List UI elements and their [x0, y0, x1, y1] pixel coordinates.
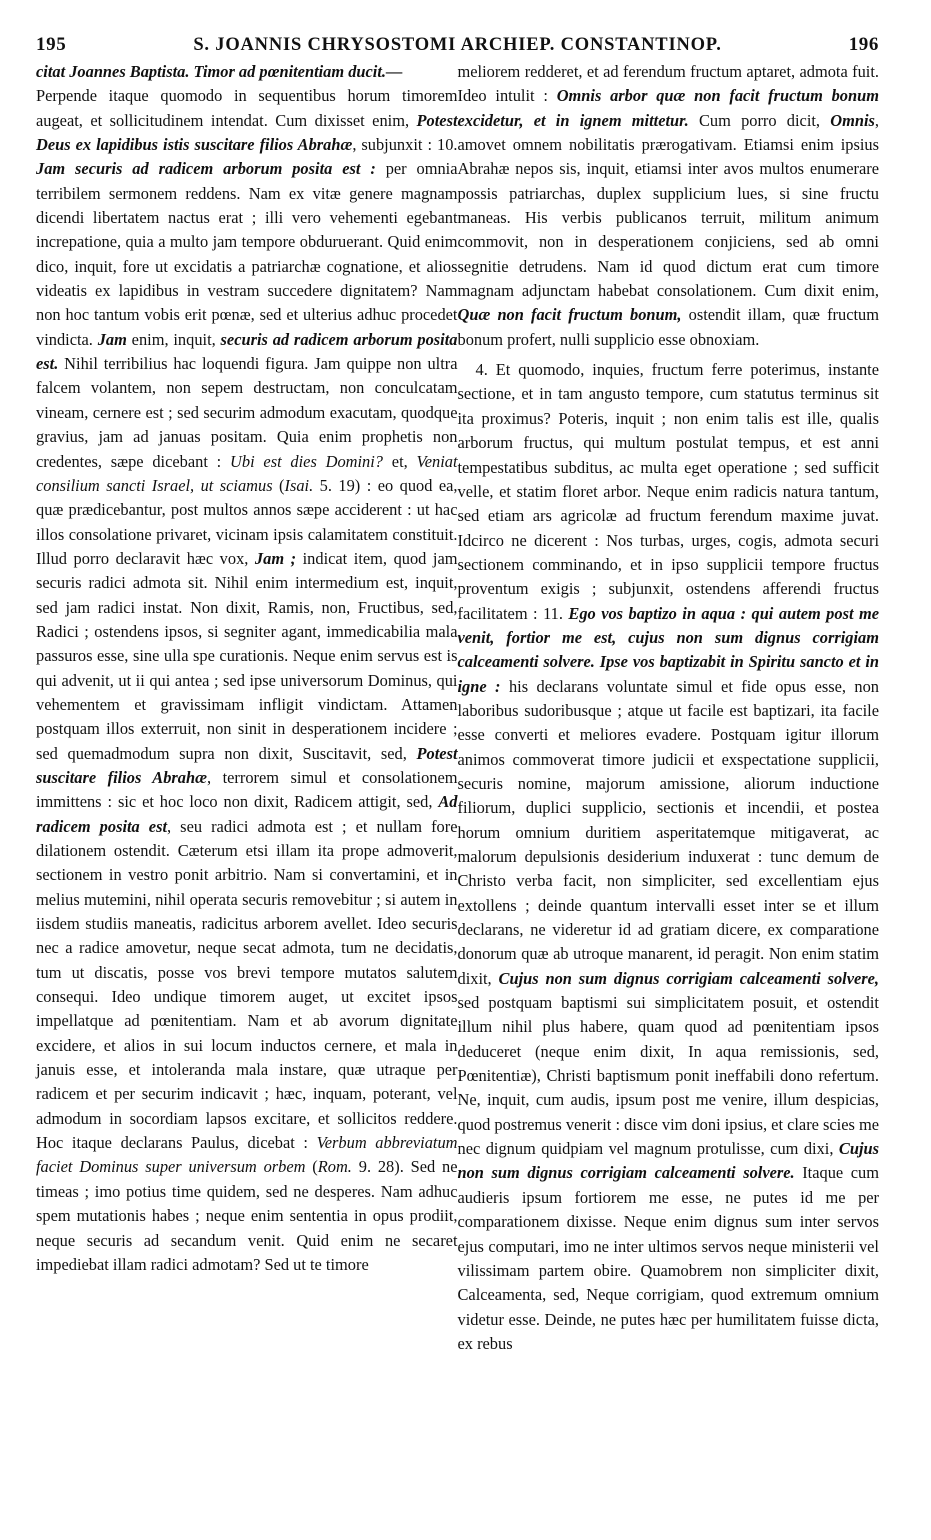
text-run: , amovet omnem nobilitatis prærogativam. Etiamsi enim ipsius Abrahæ nepos sis, inquit, etiamsi inter avos multos enumerare possis patriarchas, duplex supplicium lues, si sine fructu maneas. His verbis publicanos terruit, militum animum commovit, non in desperationem conjiciens, sed ab omni segnitie detrudens. Nam id quod dictum erat cum timore magnam adjunctam habebat consolationem. Cum dixit enim,	[457, 110, 879, 301]
running-title: S. JOANNIS CHRYSOSTOMI ARCHIEP. CONSTANTINOP.	[193, 35, 722, 55]
quote-run: Verbum abbreviatum faciet Dominus super universum orbem	[36, 1133, 458, 1177]
right-column	[458, 60, 880, 1356]
quote-run: Potest suscitare filios Abrahæ	[36, 743, 458, 787]
text-columns	[36, 60, 879, 1356]
page-number-left: 195	[36, 34, 67, 55]
text-run: Cum porro dicit,	[688, 110, 831, 130]
text-run: his declarans voluntate simul et fide opus esse, non laboribus sudoribusque ; atque ut facile est baptizari, ita facile esse converti et meliores evadere. Postquam igitur illorum animos commoverat timore judicii et exspectatione supplicii, securis nomine, majorum amissione, aliorum inductione filiorum, duplici supplicio, sectionis et incendii, et postea horum omnium duritiem asperitatemque mitigaverat, ac malorum depulsionis desiderium induxerat : tunc demum de Christo verba facit, non simpliciter, sed excellentiam ejus extollens ; deinde quantum intervalli esset inter se et illum declarans, ne videretur id ad gratiam dicere, ex comparatione donorum quæ ab utroque manarent, id peragit. Non enim statim dixit,	[457, 676, 880, 988]
text-run: indicat item, quod jam securis radici admota sit. Nihil enim intermedium est, inquit, sed jam radici instat. Non dixit, Ramis, non, Fructibus, sed, Radici ; ostendens ipsos, si segniter agant, immedicabilia mala passuros esse, sine ulla spe curationis. Neque enim servus est is qui advenit, ut ii qui antea ; sed ipse universorum Dominus, qui vehementem et gravissimam infligit vindictam. Attamen postquam illos exterruit, non sinit in desperationem incidere ; sed quemadmodum supra non dixit, Suscitavit, sed,	[36, 548, 458, 763]
text-run: 5. 19) : eo quod ea, quæ prædicebantur, post multos annos sæpe acciderent : ut hac illos consolatione privaret, vicinam ipsis calamitatem constituit. Illud porro declaravit hæc vox,	[36, 475, 458, 568]
quote-run: Jam ;	[254, 548, 297, 568]
text-run: meliorem redderet, et ad ferendum fructum aptaret, admota fuit. Ideo intulit :	[457, 62, 879, 106]
citation-run: Rom.	[317, 1157, 352, 1177]
citation-run: Isai.	[284, 475, 314, 495]
text-run: , seu radici admota est ; et nullam fore dilationem ostendit. Cæterum etsi illam ita prope admoverit, sectionem in vestro ponit arbitrio. Nam si convertamini, et in melius mutemini, nihil operata securis removebitur ; si autem in iisdem studiis maneatis, radicitus arborem avellet. Ideo securis nec a radice amovetur, neque secat admota, tum ne decidatis, tum ut discatis, posse vos brevi tempore mutatos salutem consequi. Ideo undique timorem auget, ut excitet ipsos impellatque ad pœnitentiam. Nam et ab avorum dignitate excidere, et alios in sui locum inductos cernere, et mala in januis esse, et intoleranda mala instare, quæ utraque per radicem et per securim indicavit ; hæc, inquam, poterant, vel admodum in socordiam lapsos excitare, et sollicitos reddere. Hoc itaque declarans Paulus, dicebat :	[36, 816, 458, 1153]
text-run: , subjunxit : 10.	[352, 135, 458, 155]
quote-run: Potest Deus ex lapidibus istis suscitare filios Abrahæ	[36, 110, 458, 155]
running-header	[36, 34, 879, 60]
quote-run: Jam	[97, 329, 127, 349]
quote-run: Ego vos baptizo in aqua : qui autem post me venit, fortior me est, cujus non sum dignus corrigiam calceamenti solvere. Ipse vos baptizabit in Spiritu sancto et in igne :	[457, 603, 879, 696]
quote-run: Quæ non facit fructum bonum,	[457, 305, 682, 325]
text-run: et,	[383, 451, 417, 471]
right-paragraph-1	[458, 60, 880, 352]
quote-run: Veniat consilium sancti Israel, ut sciamus	[36, 451, 458, 495]
text-run: enim, inquit,	[126, 329, 221, 349]
left-paragraph-1	[36, 60, 458, 1277]
text-run: ostendit illam, quæ fructum bonum profert, nulli supplicio esse obnoxiam.	[457, 305, 879, 349]
text-run: citat Joannes Baptista. Timor ad pœnitentiam ducit.—	[36, 62, 403, 81]
quote-run: Cujus non sum dignus corrigiam calceamenti solvere.	[457, 1139, 879, 1183]
text-run: 4. Et quomodo, inquies, fructum ferre poterimus, instante sectione, et in tam angusto tempore, cum statutus terminus sit ita proximus? Poteris, inquit ; non enim talis est ille, qualis arborum fructus, qui multum postulat tempus, et est anni tempestatibus subditus, ac multa eget operatione ; sed sufficit velle, et statim floret arbor. Neque enim radicis natura tantum, sed etiam ars agricolæ ad fructum ferendum maxime juvat. Idcirco ne dicerent : Nos turbas, urges, cogis, admota securi sectionem comminando, et in ipso supplicii tempore fructus proventum exigis ; subjunxit, ostendens afferendi fructus facilitatem : 11.	[457, 360, 879, 623]
quote-run: Cujus non sum dignus corrigiam calceamenti solvere,	[498, 968, 880, 988]
text-run: per omnia terribilem sermonem reddens. Nam ex vitæ genere magnam dicendi libertatem nactus erat ; illi vero vehementi egebant increpatione, quia a multo jam tempore obduruerant. Quid enim dico, inquit, fore ut excidatis a patriarchæ cognatione, et alios videatis ex lapidibus in vestram succedere dignitatem? Nam non hoc tantum vobis erit pœnæ, sed et ulterius adhuc procedet vindicta.	[36, 159, 458, 349]
right-paragraph-2	[458, 358, 880, 1356]
quote-run: securis ad radicem arborum posita est.	[36, 329, 458, 374]
quote-run: Ubi est dies Domini?	[230, 451, 383, 471]
quote-run: Omnis arbor quæ non facit fructum bonum excidetur, et in ignem mittetur.	[457, 86, 879, 130]
quote-run: Omnis	[830, 110, 875, 130]
text-run: Itaque cum audieris ipsum fortiorem me esse, ne putes id me per comparationem dixisse. Neque enim dignus sum inter servos ejus computari, imo ne inter ultimos servos neque ministerii vel vilissimam partem obire. Quamobrem non simpliciter dixit, Calceamenta, sed, Neque corrigiam, quod extremum omnium videtur esse. Deinde, ne putes hæc per humilitatem fuisse dicta, ex rebus	[457, 1163, 879, 1353]
text-run: sed postquam baptismi sui simplicitatem posuit, et ostendit illum nihil plus habere, quam quod ad pœnitentiam ipsos deduceret (neque enim dixit, In aqua remissionis, sed, Pœnitentiæ), Christi baptismum ponit ineffabili dono refertum. Ne, inquit, cum audis, ipsum post me venire, illum despicias, quod postremus venerit : disce vim doni ipsius, et clare scies me nec dignum quidpiam vel magnum protulisse, cum dixi,	[457, 993, 880, 1159]
text-run: Perpende itaque quomodo in sequentibus horum timorem augeat, et sollicitudinem intendat. Cum dixisset enim,	[36, 86, 458, 130]
text-run: 9. 28). Sed ne timeas ; imo potius time quidem, sed ne desperes. Nam adhuc spem mutationis habes ; neque enim sententia in opus prodiit, neque securis ad secandum venit. Quid enim ne secaret impediebat illam radici admotam? Sed ut te timore	[36, 1157, 458, 1274]
quote-run: Ad radicem posita est	[36, 792, 458, 836]
left-column	[36, 60, 458, 1356]
text-run: (	[272, 475, 285, 495]
text-run: (	[305, 1157, 318, 1177]
text-run: , terrorem simul et consolationem immittens : sic et hoc loco non dixit, Radicem attigit, sed,	[36, 767, 458, 812]
page-number-right: 196	[848, 34, 879, 55]
quote-run: Jam securis ad radicem arborum posita est :	[36, 159, 376, 179]
text-run: Nihil terribilius hac loquendi figura. Jam quippe non ultra falcem volantem, non sepem destructam, non conculcatam vineam, cernere est ; sed securim admodum exacutam, quodque gravius, jam ad januas positam. Quia enim prophetis non credentes, sæpe dicebant :	[36, 354, 458, 471]
